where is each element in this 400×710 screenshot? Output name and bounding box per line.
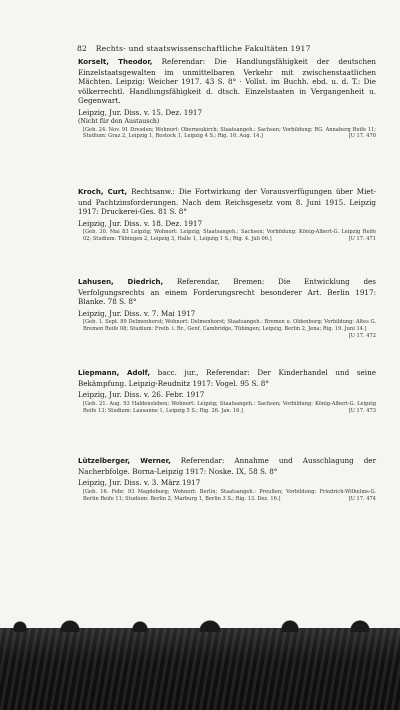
biographical-note xyxy=(78,401,376,415)
bibliography-entry xyxy=(78,277,376,340)
work-title: Referendar: Annahme und Ausschlagung der Nacherbfolge. Borna-Leipzig 1917: Noske. IX, 58 S. 8° xyxy=(78,456,376,476)
biography-text: [Geb. 24. Nov. 91 Dresden; Wohnort: Oberneukirch; Staatsangeh.: Sachsen; Vorbildung: RG. Annaberg Reife 11; Studium: Graz 2, Leipzig 1, Rostock 1, Leipzig 4 S.; Rig. 10. Aug. 14.] xyxy=(83,126,376,140)
author-name: Lützelberger, Werner, xyxy=(78,457,171,465)
scan-edge-shadow xyxy=(0,628,400,710)
entry-title xyxy=(78,277,376,307)
author-name: Kroch, Curt, xyxy=(78,188,128,196)
bibliography-entry xyxy=(78,187,376,243)
dissertation-line: Leipzig, Jur. Diss. v. 15. Dez. 1917 xyxy=(78,107,203,117)
biographical-note xyxy=(78,127,376,141)
author-name: Liepmann, Adolf, xyxy=(78,369,150,377)
torn-edge xyxy=(0,614,400,632)
page-number: 82 xyxy=(77,44,88,53)
bibliography-entry xyxy=(78,57,376,140)
biography-text: [Geb. 16. Febr. 93 Magdeburg; Wohnort: Berlin; Staatsangeh.: Preußen; Vorbildung: Friedrich-Wilhelms-G. Berlin Reife 11; Studium: Berlin 2, Marburg 1, Berlin 3 S.; Rig. 13. Dez. 16.] xyxy=(83,488,376,502)
biography-text: [Geb. 30. Mai 83 Leipzig; Wohnort: Leipzig; Staatsangeh.: Sachsen; Vorbildung: König-Albert-G. Leipzig Reife 02; Studium: Tübingen 2, Leipzig 3, Halle 1, Leipzig 1 S.; Rig. 4. Juli 06.] xyxy=(83,229,376,243)
running-header xyxy=(77,44,377,53)
biographical-note xyxy=(78,229,376,243)
bibliography-entry xyxy=(78,368,376,415)
catalog-number: [U 17. 470 xyxy=(348,133,376,140)
entry-title xyxy=(78,456,376,476)
entry-title xyxy=(78,57,376,106)
dissertation-line: Leipzig, Jur. Diss. v. 26. Febr. 1917 xyxy=(78,390,205,400)
biographical-note xyxy=(78,319,376,340)
biographical-note xyxy=(78,489,376,503)
catalog-number: [U 17. 471 xyxy=(348,236,376,243)
author-name: Korselt, Theodor, xyxy=(78,58,153,66)
dissertation-line: Leipzig, Jur. Diss. v. 3. März 1917 xyxy=(78,478,201,488)
exchange-note: (Nicht für den Austausch) xyxy=(78,117,160,125)
catalog-number: [U 17. 472 xyxy=(348,333,376,340)
bibliography-entry xyxy=(78,456,376,503)
work-title: bacc. jur., Referendar: Der Kinderhandel und seine Bekämpfung. Leipzig-Reudnitz 1917: Vogel. 95 S. 8° xyxy=(78,368,376,388)
biography-text: [Geb. 1. Sept. 89 Delmenhorst; Wohnort: Delmenhorst; Staatsangeh.: Bremen u. Oldenburg; Vorbildung: Altes G. Bremen Reife 08; Studium: Freib. i. Br., Genf, Cambridge, Tübingen; Leipzig, Berlin 2, Jena; Rig. 19. Juni 14.] xyxy=(83,319,376,333)
running-title: Rechts- und staatswissenschaftliche Fakultäten 1917 xyxy=(95,44,311,53)
work-title: Referendar: Die Handlungsfähigkeit der deutschen Einzelstaatsgewalten im unmittelbaren Verkehr mit zwischenstaatlichen Mächten. Leipzig: Weicher 1917. 43 S. 8° · Vollst. im Buchh. ebd. u. d. T.: Die völkerrechtl. Handlungsfähigkeit d. dtsch. Einzelstaaten in Vergangenheit u. Gegenwart. xyxy=(78,57,376,106)
work-title: Referendar, Bremen: Die Entwicklung des Verfolgungsrechts an einem Forderungsrecht besonderer Art. Berlin 1917: Blanke. 78 S. 8° xyxy=(78,277,376,307)
work-title: Rechtsanw.: Die Fortwirkung der Vorausverfügungen über Miet- und Pachtzinsforderungen. Nach dem Reichsgesetz vom 8. Juni 1915. Leipzig 1917: Druckerei-Ges. 81 S. 8° xyxy=(78,187,377,217)
entry-title xyxy=(78,187,376,217)
catalog-number: [U 17. 474 xyxy=(348,495,376,502)
dissertation-line: Leipzig, Jur. Diss. v. 7. Mai 1917 xyxy=(78,308,196,318)
entry-title xyxy=(78,368,376,388)
catalog-number: [U 17. 473 xyxy=(348,407,376,414)
biography-text: [Geb. 21. Aug. 93 Haldensleben; Wohnort: Leipzig; Staatsangeh.: Sachsen; Vorbildung: König-Albert-G. Leipzig Reife 13; Studium: Lausanne 1, Leipzig 5 S.; Rig. 26. Jan. 16.] xyxy=(83,400,376,414)
author-name: Lahusen, Diedrich, xyxy=(78,278,164,286)
dissertation-line: Leipzig, Jur. Diss. v. 18. Dez. 1917 xyxy=(78,218,203,228)
